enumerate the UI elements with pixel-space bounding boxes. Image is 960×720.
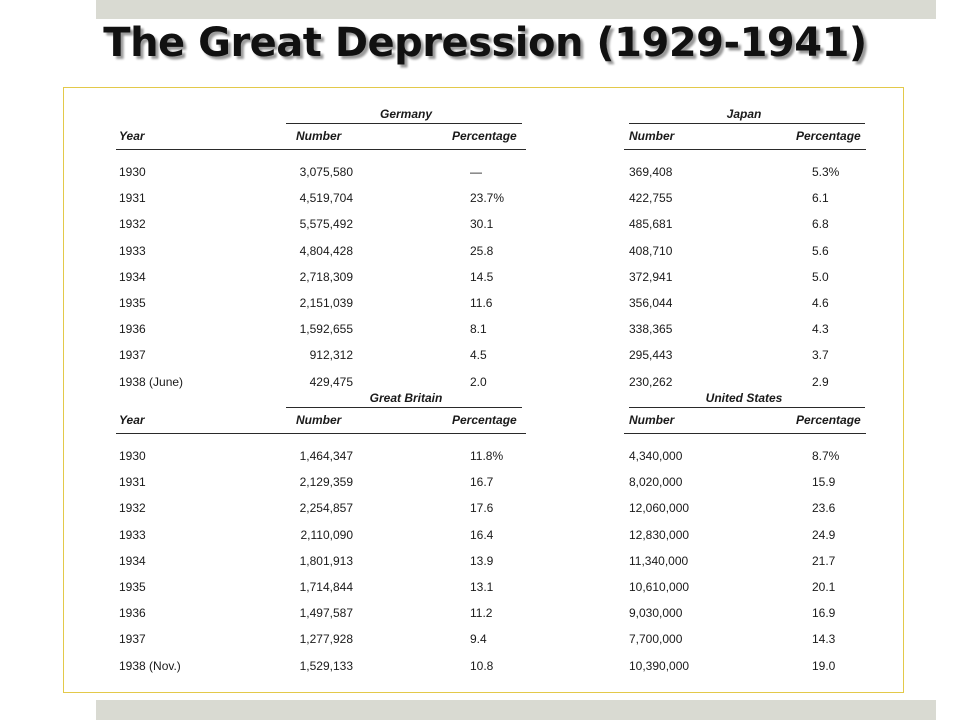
bottom-right-number-cell: 9,030,000 (629, 606, 683, 620)
top-left-number-cell: 4,804,428 (299, 244, 353, 258)
bottom-right-number-cell: 10,610,000 (629, 580, 690, 594)
bottom-year-cell: 1931 (119, 475, 146, 489)
unemployment-table (64, 88, 903, 692)
bottom-left-number-cell: 2,129,359 (299, 475, 353, 489)
bottom-year-cell: 1935 (119, 580, 146, 594)
top-year-cell: 1935 (119, 296, 146, 310)
bottom-left-number-cell: 1,801,913 (299, 554, 353, 568)
top-left-percentage-cell: 8.1 (470, 322, 487, 336)
bottom-header-rule-right (624, 433, 866, 434)
bottom-left-percentage-cell: 10.8 (470, 659, 494, 673)
bottom-year-cell: 1937 (119, 632, 146, 646)
top-left-percentage-cell: 2.0 (470, 375, 487, 389)
bottom-right-number-cell: 4,340,000 (629, 449, 683, 463)
top-left-number-cell: 3,075,580 (299, 165, 353, 179)
top-left-country-rule (286, 123, 522, 124)
top-year-cell: 1938 (June) (119, 375, 184, 389)
top-left-number-cell: 5,575,492 (299, 217, 353, 231)
top-year-cell: 1930 (119, 165, 146, 179)
bottom-left-percentage-cell: 11.8% (470, 449, 504, 463)
top-left-percentage-cell: — (470, 165, 482, 179)
bottom-left-number-cell: 1,714,844 (299, 580, 353, 594)
bottom-year-cell: 1933 (119, 528, 146, 542)
top-right-percentage-cell: 6.1 (812, 191, 829, 205)
bottom-right-number-cell: 12,830,000 (629, 528, 690, 542)
bottom-right-percentage-cell: 20.1 (812, 580, 836, 594)
bottom-left-number-header: Number (296, 413, 342, 427)
bottom-right-number-cell: 11,340,000 (629, 554, 689, 568)
top-right-number-header: Number (629, 129, 675, 143)
top-left-number-cell: 2,151,039 (299, 296, 353, 310)
top-left-number-cell: 4,519,704 (299, 191, 353, 205)
bottom-left-number-cell: 1,277,928 (299, 632, 353, 646)
bottom-right-number-cell: 10,390,000 (629, 659, 690, 673)
top-left-number-cell: 2,718,309 (299, 270, 353, 284)
top-right-percentage-cell: 4.3 (812, 322, 829, 336)
bottom-left-number-cell: 1,497,587 (299, 606, 353, 620)
top-left-percentage-cell: 11.6 (470, 296, 493, 310)
bottom-left-number-cell: 1,464,347 (299, 449, 353, 463)
top-left-percentage-cell: 4.5 (470, 348, 487, 362)
top-right-percentage-cell: 5.0 (812, 270, 829, 284)
bottom-left-percentage-header: Percentage (452, 413, 517, 427)
bottom-right-percentage-cell: 15.9 (812, 475, 836, 489)
top-year-cell: 1937 (119, 348, 146, 362)
bottom-right-percentage-cell: 14.3 (812, 632, 836, 646)
top-right-percentage-cell: 4.6 (812, 296, 829, 310)
top-decor-bar (96, 0, 936, 19)
top-left-number-header: Number (296, 129, 342, 143)
top-right-number-cell: 338,365 (629, 322, 673, 336)
bottom-left-percentage-cell: 9.4 (470, 632, 487, 646)
top-right-number-cell: 408,710 (629, 244, 673, 258)
top-right-number-cell: 422,755 (629, 191, 673, 205)
top-right-number-cell: 369,408 (629, 165, 673, 179)
top-right-number-cell: 356,044 (629, 296, 673, 310)
top-left-number-cell: 429,475 (309, 375, 353, 389)
top-left-percentage-cell: 14.5 (470, 270, 494, 284)
top-right-percentage-cell: 6.8 (812, 217, 829, 231)
top-left-percentage-cell: 25.8 (470, 244, 494, 258)
top-left-number-cell: 912,312 (309, 348, 353, 362)
bottom-left-number-cell: 1,529,133 (299, 659, 353, 673)
top-left-percentage-cell: 30.1 (470, 217, 494, 231)
top-right-percentage-cell: 5.6 (812, 244, 829, 258)
top-header-rule-right (624, 149, 866, 150)
top-left-percentage-cell: 23.7% (470, 191, 505, 205)
bottom-header-rule-left (116, 433, 526, 434)
bottom-year-cell: 1938 (Nov.) (119, 659, 181, 673)
bottom-right-number-cell: 12,060,000 (629, 501, 690, 515)
bottom-right-percentage-cell: 24.9 (812, 528, 836, 542)
bottom-left-percentage-cell: 13.9 (470, 554, 494, 568)
bottom-year-cell: 1934 (119, 554, 146, 568)
bottom-right-country: United States (705, 391, 783, 405)
bottom-year-cell: 1930 (119, 449, 146, 463)
bottom-left-percentage-cell: 11.2 (470, 606, 493, 620)
top-left-number-cell: 1,592,655 (299, 322, 353, 336)
top-right-number-cell: 230,262 (629, 375, 673, 389)
top-right-number-cell: 485,681 (629, 217, 673, 231)
top-right-country: Japan (726, 107, 762, 121)
top-header-rule-left (116, 149, 526, 150)
bottom-year-cell: 1932 (119, 501, 146, 515)
top-left-percentage-header: Percentage (452, 129, 517, 143)
slide-title: The Great Depression (1929-1941) (103, 20, 867, 66)
bottom-right-percentage-cell: 19.0 (812, 659, 836, 673)
top-right-number-cell: 372,941 (629, 270, 673, 284)
bottom-left-percentage-cell: 17.6 (470, 501, 494, 515)
top-right-number-cell: 295,443 (629, 348, 673, 362)
top-right-percentage-cell: 2.9 (812, 375, 829, 389)
bottom-year-cell: 1936 (119, 606, 146, 620)
top-year-cell: 1933 (119, 244, 146, 258)
bottom-right-percentage-cell: 23.6 (812, 501, 836, 515)
top-year-cell: 1931 (119, 191, 146, 205)
top-year-header: Year (119, 129, 145, 143)
top-year-cell: 1932 (119, 217, 146, 231)
top-year-cell: 1934 (119, 270, 146, 284)
bottom-year-header: Year (119, 413, 145, 427)
bottom-left-country: Great Britain (369, 391, 443, 405)
bottom-left-percentage-cell: 16.4 (470, 528, 494, 542)
bottom-left-percentage-cell: 13.1 (470, 580, 494, 594)
bottom-right-percentage-cell: 21.7 (812, 554, 836, 568)
bottom-right-percentage-cell: 16.9 (812, 606, 836, 620)
bottom-left-number-cell: 2,110,090 (300, 528, 353, 542)
top-right-country-rule (629, 123, 865, 124)
top-right-percentage-cell: 3.7 (812, 348, 829, 362)
top-right-percentage-header: Percentage (796, 129, 861, 143)
bottom-right-number-cell: 8,020,000 (629, 475, 683, 489)
bottom-right-percentage-cell: 8.7% (812, 449, 840, 463)
bottom-left-country-rule (286, 407, 522, 408)
top-year-cell: 1936 (119, 322, 146, 336)
bottom-left-percentage-cell: 16.7 (470, 475, 494, 489)
top-right-percentage-cell: 5.3% (812, 165, 840, 179)
table-frame (63, 87, 904, 693)
bottom-left-number-cell: 2,254,857 (299, 501, 353, 515)
bottom-right-country-rule (629, 407, 865, 408)
bottom-right-number-header: Number (629, 413, 675, 427)
bottom-right-number-cell: 7,700,000 (629, 632, 683, 646)
bottom-decor-bar (96, 700, 936, 720)
top-left-country: Germany (379, 107, 433, 121)
bottom-right-percentage-header: Percentage (796, 413, 861, 427)
